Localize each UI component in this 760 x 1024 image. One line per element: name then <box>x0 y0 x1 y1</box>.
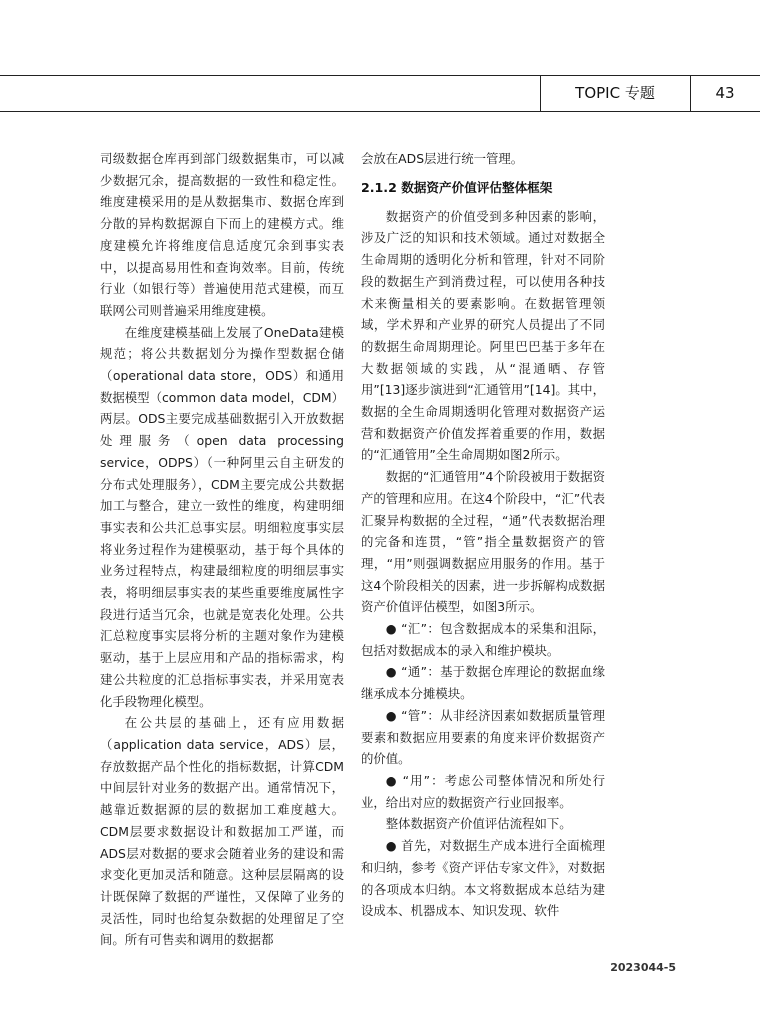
paragraph: 数据资产的价值受到多种因素的影响，涉及广泛的知识和技术领域。通过对数据全生命周期的透明化分析和管理，针对不同阶段的数据生产到消费过程，可以使用各种技术来衡量相关的要素影响。在数据管理领域，学术界和产业界的研究人员提出了不同的数据生命周期理论。阿里巴巴基于多年在大数据领域的实践，从“混通晒、存管用”[13]逐步演进到“汇通管用”[14]。其中，数据的全生命周期透明化管理对数据资产运营和数据资产价值发挥着重要的作用，数据的“汇通管用”全生命周期如图2所示。 <box>361 208 605 463</box>
bullet-item: ● “汇”：包含数据成本的采集和沮际，包括对数据成本的录入和维护模块。 <box>361 621 605 658</box>
paragraph: 数据的“汇通管用”4个阶段被用于数据资产的管理和应用。在这4个阶段中，“汇”代表汇聚异构数据的全过程，“通”代表数据治理的完备和连贯，“管”指全量数据资产的管理，“用”则强调数据应用服务的作用。基于这4个阶段相关的因素，进一步拆解构成数据资产价值评估模型，如图3所示。 <box>361 469 605 615</box>
bullet-item: ● “管”：从非经济因素如数据质量管理要素和数据应用要素的角度来评价数据资产的价值。 <box>361 707 605 767</box>
section-heading: 2.1.2 数据资产价值评估整体框架 <box>361 179 553 195</box>
bullet-item: ● “通”：基于数据仓库理论的数据血缘继承成本分摊模块。 <box>361 664 605 702</box>
bullet-item: ● 首先，对数据生产成本进行全面梳理和归纳，参考《资产评估专家文件》，对数据的各项成本归纳。本文将数据成本总结为建设成本、机器成本、知识发现、软件 <box>361 838 605 919</box>
paragraph: 在维度建模基础上发展了OneData建模规范；将公共数据划分为操作型数据仓储（operational data store，ODS）和通用数据模型（common data model，CDM）两层。ODS主要完成基础数据引入开放数据处理服务（open data processing service，ODPS）（一种阿里云自主研发的分布式处理服务），CDM主要完成公共数据加工与整合，建立一致性的维度，构建明细事实表和公共汇总事实层。明细粒度事实层将业务过程作为建模驱动，基于每个具体的业务过程特点，构建最细粒度的明细层事实表，将明细层事实表的某些重要维度属性字段进行适当冗余，也就是宽表化处理。公共汇总粒度事实层将分析的主题对象作为建模驱动，基于上层应用和产品的指标需求，构建公共粒度的汇总指标事实表，并采用宽表化手段物理化模型。 <box>100 324 344 709</box>
paragraph: 司级数据仓库再到部门级数据集市，可以减少数据冗余，提高数据的一致性和稳定性。维度建模采用的是从数据集市、数据仓库到分散的异构数据源自下而上的建模方式。维度建模允许将维度信息适度冗余到事实表中，以提高易用性和查询效率。目前，传统行业（如银行等）普遍使用范式建模，而互联网公司则普遍采用维度建模。 <box>100 151 344 318</box>
right-column <box>361 148 605 922</box>
paragraph: 在公共层的基础上，还有应用数据（application data service，ADS）层，存放数据产品个性化的指标数据，计算CDM中间层针对业务的数据产出。通常情况下，越靠近数据源的层的数据加工难度越大。CDM层要求数据设计和数据加工严谨，而ADS层对数据的要求会随着业务的建设和需求变化更加灵活和随意。这种层层隔离的设计既保障了数据的严谨性，又保障了业务的灵活性，同时也给复杂数据的处理留足了空间。所有可售卖和调用的数据都 <box>100 715 344 948</box>
bullet-item: ● “用”：考虑公司整体情况和所处行业，给出对应的数据资产行业回报率。 <box>361 772 605 810</box>
article-code: 2023044-5 <box>610 961 676 974</box>
paragraph: 整体数据资产价值评估流程如下。 <box>385 816 572 832</box>
paragraph: 会放在ADS层进行统一管理。 <box>361 151 524 166</box>
running-header <box>0 75 760 112</box>
left-column <box>100 148 344 951</box>
page-number: 43 <box>715 84 735 102</box>
section-label: TOPIC 专题 <box>575 84 655 102</box>
